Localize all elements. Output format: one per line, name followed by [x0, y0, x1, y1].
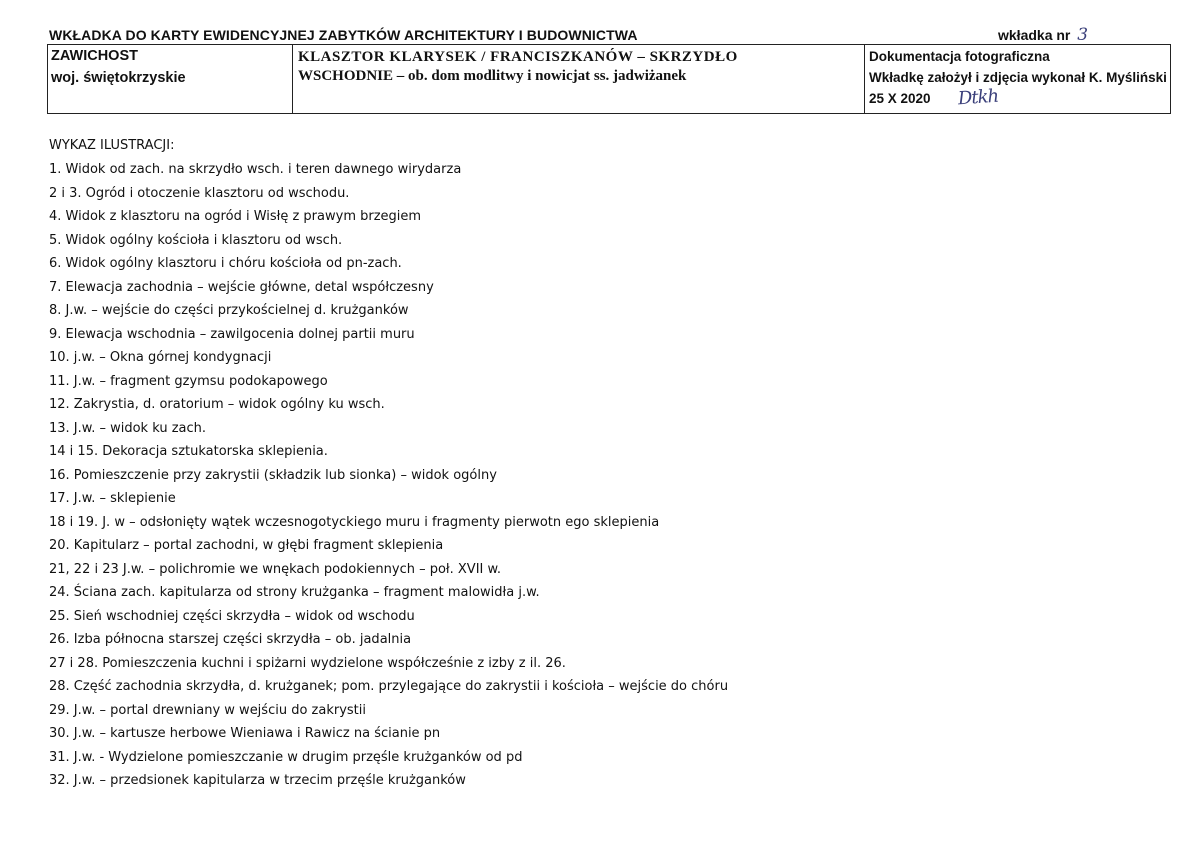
documentation-author: Wkładkę założył i zdjęcia wykonał K. Myśliński: [869, 69, 1167, 85]
list-item: 4. Widok z klasztoru na ogród i Wisłę z prawym brzegiem: [49, 209, 422, 224]
list-item: 18 i 19. J. w – odsłonięty wątek wczesnogotyckiego muru i fragmenty pierwotn ego sklepienia: [49, 514, 660, 530]
list-item: 30. J.w. – kartusze herbowe Wieniawa i Rawicz na ścianie pn: [49, 726, 441, 741]
location-province: woj. świętokrzyskie: [51, 70, 186, 86]
list-item: 20. Kapitularz – portal zachodni, w głębi fragment sklepienia: [49, 538, 444, 553]
list-item: 1. Widok od zach. na skrzydło wsch. i teren dawnego wirydarza: [49, 162, 462, 177]
list-item: 9. Elewacja wschodnia – zawilgocenia dolnej partii muru: [49, 326, 415, 342]
illustrations-heading: WYKAZ ILUSTRACJI:: [49, 138, 175, 153]
list-item: 28. Część zachodnia skrzydła, d. krużganek; pom. przylegające do zakrystii i kościoła – wejście do chóru: [49, 679, 729, 694]
list-item: 16. Pomieszczenie przy zakrystii (składzik lub sionka) – widok ogólny: [49, 467, 497, 483]
documentation-title: Dokumentacja fotograficzna: [869, 49, 1050, 64]
list-item: 31. J.w. - Wydzielone pomieszczanie w drugim przęśle krużganków od pd: [49, 749, 523, 765]
list-item: 12. Zakrystia, d. oratorium – widok ogólny ku wsch.: [49, 397, 385, 412]
insert-label: wkładka nr: [998, 27, 1071, 43]
object-name-line1: KLASZTOR KLARYSEK / FRANCISZKANÓW – SKRZYDŁO: [298, 49, 738, 65]
header-table: [47, 44, 1171, 114]
document-title: WKŁADKA DO KARTY EWIDENCYJNEJ ZABYTKÓW ARCHITEKTURY I BUDOWNICTWA: [49, 27, 638, 43]
list-item: 32. J.w. – przedsionek kapitularza w trzecim przęśle krużganków: [49, 773, 466, 788]
list-item: 24. Ściana zach. kapitularza od strony krużganka – fragment malowidła j.w.: [49, 585, 540, 600]
location-town: ZAWICHOST: [51, 48, 138, 64]
list-item: 11. J.w. – fragment gzymsu podokapowego: [49, 373, 328, 389]
list-item: 6. Widok ogólny klasztoru i chóru kościoła od pn-zach.: [49, 256, 402, 271]
documentation-date-row: [869, 85, 1170, 110]
object-name-line2: WSCHODNIE – ob. dom modlitwy i nowicjat ss. jadwiżanek: [298, 68, 687, 84]
object-cell: [293, 45, 865, 113]
illustrations-list: [49, 161, 728, 796]
list-item: 5. Widok ogólny kościoła i klasztoru od wsch.: [49, 232, 343, 248]
list-item: 21, 22 i 23 J.w. – polichromie we wnękach podokiennych – poł. XVII w.: [49, 561, 502, 577]
list-item: 7. Elewacja zachodnia – wejście główne, detal współczesny: [49, 279, 434, 295]
list-item: 25. Sień wschodniej części skrzydła – widok od wschodu: [49, 608, 415, 624]
list-item: 17. J.w. – sklepienie: [49, 491, 176, 506]
insert-number-value: 3: [1077, 25, 1089, 45]
insert-number: [998, 25, 1088, 45]
location-cell: [48, 45, 293, 113]
list-item: 13. J.w. – widok ku zach.: [49, 420, 207, 436]
list-item: 29. J.w. – portal drewniany w wejściu do zakrystii: [49, 702, 366, 718]
list-item: 27 i 28. Pomieszczenia kuchni i spiżarni wydzielone współcześnie z izby z il. 26.: [49, 655, 566, 671]
list-item: 10. j.w. – Okna górnej kondygnacji: [49, 350, 272, 365]
list-item: 26. Izba północna starszej części skrzydła – ob. jadalnia: [49, 632, 412, 647]
documentation-date: 25 X 2020: [869, 91, 931, 106]
list-item: 8. J.w. – wejście do części przykościelnej d. krużganków: [49, 303, 409, 318]
list-item: 14 i 15. Dekoracja sztukatorska sklepienia.: [49, 444, 328, 459]
documentation-cell: [865, 45, 1170, 113]
list-item: 2 i 3. Ogród i otoczenie klasztoru od wschodu.: [49, 185, 350, 201]
handwritten-signature: Dtkh: [957, 85, 1000, 110]
